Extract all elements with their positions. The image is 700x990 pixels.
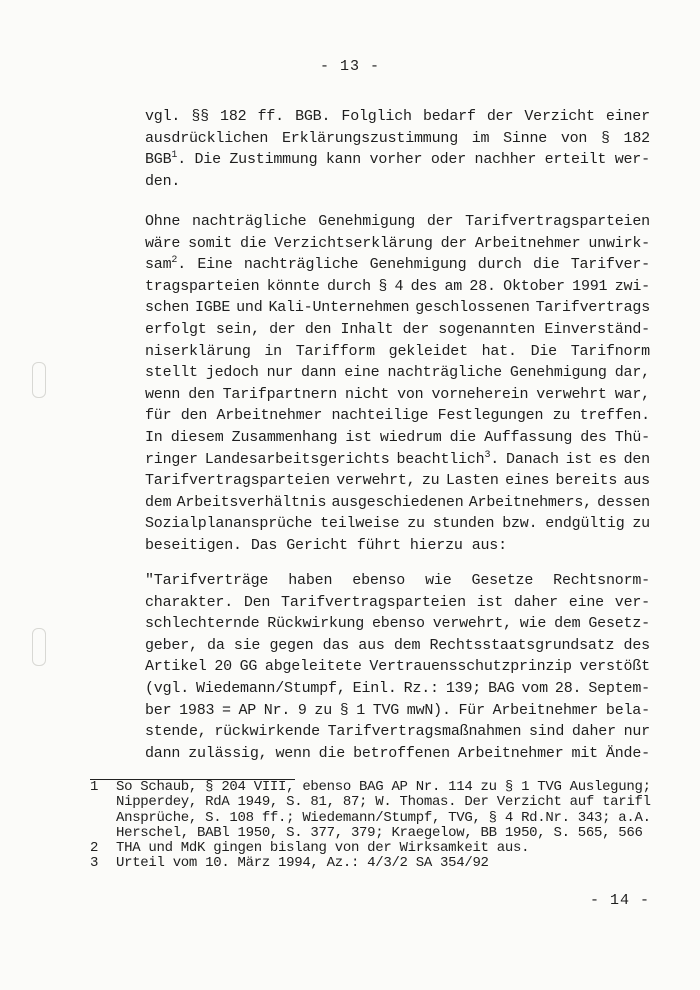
text-line (145, 635, 650, 657)
word: Verzichtserklärung (274, 234, 433, 252)
word: der (440, 234, 467, 252)
word: ff. (257, 108, 284, 125)
word: Rechtsstaatsgrundsatz (429, 636, 615, 654)
word: ringer (145, 450, 198, 468)
word: Für (458, 701, 485, 719)
word: durch (477, 256, 522, 274)
footnote-line: Herschel, BABl 1950, S. 377, 379; Kraegelow, BB 1950, S. 565, 566 (116, 824, 643, 841)
word: des (410, 277, 438, 295)
word: Sozialplanansprüche (145, 515, 313, 533)
word: verwehrt (536, 385, 607, 403)
word: ist (476, 593, 504, 611)
word: wäre (145, 234, 181, 252)
word: zwi- (614, 277, 650, 295)
word: zu (407, 515, 425, 533)
word: vorneherein (431, 385, 529, 403)
word: nachträgliche (243, 256, 359, 274)
word: abgeleitete (264, 658, 362, 676)
word: rückwirkende (214, 723, 320, 741)
footnote-marker: 1 (171, 150, 178, 162)
word: und (236, 299, 263, 317)
word: wer- (614, 151, 650, 169)
word: es (599, 450, 617, 468)
footnote-item (90, 841, 670, 856)
word: Landesarbeitsgerichts (204, 450, 390, 468)
word: Erklärungszustimmung (281, 129, 458, 147)
word: nachteilige (331, 407, 429, 425)
word: erteilt (544, 151, 607, 169)
word: BGB. (295, 108, 331, 125)
word: stende, (145, 723, 207, 741)
word: daher (571, 723, 616, 741)
word: Lasten (445, 472, 499, 490)
word: Die (194, 151, 221, 169)
word: eine (568, 593, 604, 611)
footnote-number: 2 (90, 840, 99, 857)
text-line (145, 171, 650, 193)
word: zu (552, 407, 571, 425)
word: Das (250, 536, 278, 554)
word: Arbeitnehmer (492, 701, 599, 719)
page-number-bottom: - 14 - (590, 892, 651, 909)
word: niserklärung (145, 342, 251, 360)
word: 139; (445, 679, 482, 697)
word: sam$^2$. (145, 255, 187, 274)
word: jedoch (205, 364, 259, 382)
word: dem (554, 615, 581, 633)
word: Artikel (145, 658, 207, 676)
word: in (264, 342, 282, 360)
footnote-line: Ansprüche, S. 108 ff.; Wiedemann/Stumpf, TVG, § 4 Rd.Nr. 343; a.A. (116, 809, 651, 826)
word: ausgeschiedenen (331, 493, 464, 511)
word: bela- (605, 701, 650, 719)
text-line (145, 362, 650, 384)
word: nur (623, 723, 650, 741)
text-line (145, 211, 650, 233)
word: 1983 (179, 701, 215, 719)
word: In (145, 428, 163, 446)
word: Tarifnorm (570, 342, 650, 360)
word: §§ (191, 108, 209, 125)
word: charakter. (145, 593, 234, 611)
word: Genehmigung (318, 213, 416, 230)
word: ebenso (352, 572, 406, 589)
word: Den (243, 593, 271, 611)
word: dessen (597, 493, 650, 511)
word: ausdrücklichen (145, 129, 269, 147)
text-line (145, 149, 650, 171)
text-line (145, 405, 650, 427)
word: GG (239, 658, 258, 676)
footnote-text (116, 856, 489, 871)
word: hat. (481, 342, 517, 360)
text-line (145, 427, 650, 449)
word: Danach (506, 450, 559, 468)
word: Arbeitsverhältnis (176, 493, 327, 511)
word: Rz.: (403, 679, 439, 697)
word: beseitigen. (145, 536, 242, 554)
word: sein, (215, 320, 260, 338)
text-line (145, 470, 650, 492)
word: wie (519, 615, 547, 633)
word: endgültig (545, 515, 625, 533)
word: vom (521, 679, 548, 697)
word: nicht (345, 385, 390, 403)
word: Oktober (503, 277, 565, 295)
word: bereits (555, 472, 618, 490)
word: Arbeitnehmer (474, 234, 581, 252)
footnote-number: 3 (90, 855, 99, 872)
word: Genehmigung (369, 256, 467, 274)
word: hierzu (409, 536, 463, 554)
paragraph-3 (145, 570, 650, 764)
word: stunden (432, 515, 495, 533)
word: sie (233, 636, 261, 654)
word: 182 (623, 129, 650, 147)
word: wenn (275, 744, 311, 762)
text-line (145, 535, 650, 557)
word: der (402, 320, 429, 338)
word: Arbeitnehmer (216, 407, 323, 425)
word: sind (528, 723, 565, 741)
word: ebenso (372, 615, 425, 633)
word: mit (571, 744, 598, 762)
word: zu (314, 701, 332, 719)
text-line (145, 449, 650, 471)
word: für (145, 407, 172, 425)
word: die (533, 256, 560, 274)
word: verwehrt, (432, 615, 512, 633)
word: Ände- (605, 744, 650, 762)
text-line (145, 254, 650, 276)
word: mwN). (406, 701, 451, 719)
word: wiedrum (379, 428, 442, 446)
footnotes (90, 780, 670, 872)
text-line (145, 276, 650, 298)
word: gekleidet (388, 342, 468, 360)
word: von (397, 385, 424, 403)
word: § (600, 129, 610, 147)
text-line (145, 384, 650, 406)
word: geschlossenen (415, 299, 530, 317)
word: verstößt (579, 658, 650, 676)
footnote-number: 1 (90, 779, 99, 795)
word: Ohne (145, 213, 181, 230)
word: 182 (220, 108, 247, 125)
text-line (145, 319, 650, 341)
word: Genehmigung (509, 364, 607, 382)
word: Eine (197, 256, 233, 274)
word: Arbeitnehmers, (468, 493, 592, 511)
word: 1 (356, 701, 365, 719)
word: die (449, 428, 477, 446)
word: Nr. (263, 701, 291, 719)
word: AP (238, 701, 257, 719)
word: des (623, 636, 650, 654)
word: § (339, 701, 349, 719)
word: eines (505, 472, 550, 490)
word: bzw. (502, 515, 538, 533)
word: dann (145, 744, 181, 762)
word: eine (344, 364, 380, 382)
word: wenn (145, 385, 181, 403)
word: BAG (488, 679, 515, 697)
text-line (145, 297, 650, 319)
footnote-marker: 3 (484, 449, 491, 461)
word: 4 (394, 277, 404, 295)
word: ber (145, 701, 172, 719)
word: oder (430, 151, 467, 169)
word: teilweise (320, 515, 400, 533)
word: könnte (266, 277, 320, 295)
word: BGB$^1$. (145, 150, 187, 169)
word: nachher (474, 151, 537, 169)
paragraph-2 (145, 211, 650, 557)
word: von (560, 129, 588, 147)
word: schen (145, 299, 190, 317)
footnote-line: THA und MdK gingen bislang von der Wirksamkeit aus. (116, 840, 530, 857)
word: Wiedemann/Stumpf, (196, 679, 346, 697)
paragraph-1 (145, 106, 650, 192)
text-line (145, 721, 650, 743)
text-line (145, 233, 650, 255)
word: ist (565, 450, 593, 468)
text-line (145, 592, 650, 614)
word: 1991 (572, 277, 608, 295)
word: ver- (614, 593, 650, 611)
text-line (145, 492, 650, 514)
word: Rückwirkung (267, 615, 365, 633)
word: Einl. (352, 679, 397, 697)
word: treffen. (579, 407, 650, 425)
word: stellt (145, 364, 198, 382)
footnote-text (116, 780, 651, 841)
word: die (318, 744, 346, 762)
footnote-line: Nipperdey, RdA 1949, S. 81, 87; W. Thomas. Der Verzicht auf tarifl (116, 794, 651, 811)
word: aus: (471, 536, 507, 554)
word: wie (425, 572, 452, 589)
word: Zustimmung (229, 151, 318, 169)
word: führt (356, 536, 401, 554)
word: Gesetz- (588, 615, 650, 633)
word: Folglich (341, 108, 412, 125)
word: Rechtsnorm- (553, 572, 650, 589)
word: = (222, 701, 231, 719)
word: somit (188, 234, 233, 252)
word: Tarifpartnern (222, 385, 338, 403)
text-line (145, 656, 650, 678)
page-number-top: - 13 - (319, 58, 380, 75)
word: Arbeitnehmer (457, 744, 564, 762)
word: Tarifvertragsmaßnahmen (327, 723, 522, 741)
word: Tarifvertragsparteien (465, 213, 650, 230)
word: bedarf (422, 108, 476, 125)
word: zu (421, 472, 440, 490)
word: "Tarifverträge (145, 572, 269, 589)
word: tragsparteien (145, 277, 260, 295)
word: Auffassung (484, 428, 573, 446)
word: IGBE (194, 299, 231, 317)
word: erfolgt (145, 320, 207, 338)
word: aus (358, 636, 385, 654)
text-line (145, 341, 650, 363)
word: Tarifform (295, 342, 375, 360)
word: das (322, 636, 350, 654)
word: am (444, 277, 463, 295)
word: 20 (214, 658, 232, 676)
word: verwehrt, (336, 472, 416, 490)
word: geber, (145, 636, 198, 654)
word: die (239, 234, 267, 252)
word: Gericht (286, 536, 348, 554)
word: den (188, 385, 215, 403)
word: Septem- (588, 679, 650, 697)
binder-hole-mark-upper (32, 362, 46, 398)
footnote-line: So Schaub, § 204 VIII, ebenso BAG AP Nr. 114 zu § 1 TVG Auslegung; (116, 779, 651, 795)
word: § (378, 277, 388, 295)
word: Vertrauensschutzprinzip (369, 658, 572, 676)
word: beachtlich$^3$. (396, 449, 500, 468)
text-line (145, 513, 650, 535)
footnote-item (90, 780, 670, 841)
binder-hole-mark-lower (32, 628, 46, 666)
word: des (580, 428, 607, 446)
word: Sinne (503, 129, 548, 147)
word: unwirk- (588, 234, 650, 252)
text-line (145, 128, 650, 150)
text-line (145, 743, 650, 765)
word: durch (326, 277, 371, 295)
word: den (304, 320, 332, 338)
word: gegen (269, 636, 314, 654)
word: schlechternde (145, 615, 260, 633)
word: TVG (372, 701, 400, 719)
word: im (471, 129, 490, 147)
word: war, (614, 385, 650, 403)
text-line (145, 700, 650, 722)
word: dar, (614, 364, 650, 382)
word: zulässig, (188, 744, 268, 762)
word: den (180, 407, 208, 425)
word: vorher (369, 151, 423, 169)
word: einer (605, 108, 650, 125)
word: aus (623, 472, 650, 490)
word: Verzicht (524, 108, 595, 125)
word: daher (513, 593, 558, 611)
word: Einverständ- (544, 320, 650, 338)
word: Kali-Unternehmen (268, 299, 410, 317)
word: Inhalt (340, 320, 394, 338)
word: ist (345, 428, 372, 446)
word: nachträgliche (192, 213, 307, 230)
word: haben (288, 572, 333, 589)
word: sogenannten (438, 320, 536, 338)
word: betroffenen (353, 744, 450, 762)
word: (vgl. (145, 679, 190, 697)
word: 28. (554, 679, 582, 697)
word: nur (266, 364, 294, 382)
word: der (426, 213, 454, 230)
word: den (623, 450, 650, 468)
word: Tarifvertragsparteien (281, 593, 466, 611)
footnote-marker: 2 (171, 255, 178, 267)
word: Gesetze (471, 572, 534, 589)
word: Festlegungen (437, 407, 544, 425)
word: Zusammenhang (231, 428, 338, 446)
word: vgl. (145, 108, 181, 125)
word: der (486, 108, 514, 125)
word: Thü- (614, 428, 650, 446)
word: da (207, 636, 225, 654)
text-line (145, 613, 650, 635)
word: dem (393, 636, 421, 654)
text-line (145, 106, 650, 128)
word: Die (530, 342, 557, 360)
word: nachträgliche (387, 364, 502, 382)
footnote-line: Urteil vom 10. März 1994, Az.: 4/3/2 SA 354/92 (116, 855, 489, 872)
word: zu (632, 515, 650, 533)
text-line (145, 570, 650, 592)
word: 28. (469, 277, 496, 295)
word: Tarifver- (570, 256, 650, 274)
word: dem (145, 493, 172, 511)
word: Tarifvertrags (535, 299, 650, 317)
word: diesem (170, 428, 224, 446)
footnote-text (116, 841, 529, 856)
word: dann (301, 364, 337, 382)
word: kann (325, 151, 362, 169)
word: den. (145, 172, 181, 190)
word: Tarifvertragsparteien (145, 472, 330, 490)
text-line (145, 678, 650, 700)
footnote-item (90, 856, 670, 871)
word: 9 (297, 701, 307, 719)
word: der (269, 320, 296, 338)
